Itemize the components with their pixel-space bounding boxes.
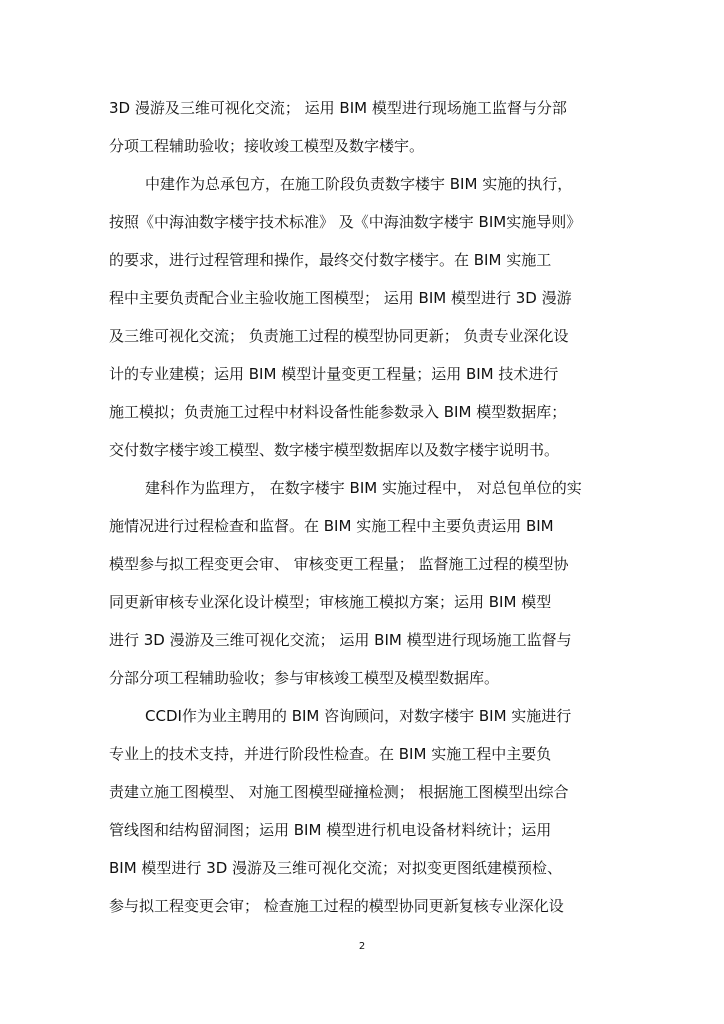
paragraph-start-line: CCDI作为业主聘用的 BIM 咨询顾问，对数字楼宇 BIM 实施进行 (145, 707, 572, 725)
text-line: 进行 3D 漫游及三维可视化交流； 运用 BIM 模型进行现场施工监督与 (109, 631, 572, 649)
text-line: 施情况进行过程检查和监督。在 BIM 实施工程中主要负责运用 BIM (109, 517, 554, 535)
paragraph-start-line: 中建作为总承包方，在施工阶段负责数字楼宇 BIM 实施的执行， (145, 175, 573, 193)
text-line: 模型参与拟工程变更会审、 审核变更工程量； 监督施工过程的模型协 (109, 555, 569, 573)
text-line: BIM 模型进行 3D 漫游及三维可视化交流；对拟变更图纸建模预检、 (109, 859, 563, 877)
text-line: 分项工程辅助验收；接收竣工模型及数字楼宇。 (109, 137, 425, 155)
text-line: 专业上的技术支持，并进行阶段性检查。在 BIM 实施工程中主要负 (109, 745, 552, 763)
text-line: 3D 漫游及三维可视化交流； 运用 BIM 模型进行现场施工监督与分部 (109, 99, 567, 117)
text-line: 的要求，进行过程管理和操作，最终交付数字楼宇。在 BIM 实施工 (109, 251, 552, 269)
text-line: 施工模拟；负责施工过程中材料设备性能参数录入 BIM 模型数据库； (109, 403, 567, 421)
text-line: 计的专业建模；运用 BIM 模型计量变更工程量；运用 BIM 技术进行 (109, 365, 559, 383)
text-line: 同更新审核专业深化设计模型；审核施工模拟方案；运用 BIM 模型 (109, 593, 552, 611)
text-line: 管线图和结构留洞图；运用 BIM 模型进行机电设备材料统计；运用 (109, 821, 552, 839)
text-line: 责建立施工图模型、 对施工图模型碰撞检测； 根据施工图模型出综合 (109, 783, 569, 801)
text-line: 参与拟工程变更会审； 检查施工过程的模型协同更新复核专业深化设 (109, 897, 564, 915)
text-line: 分部分项工程辅助验收；参与审核竣工模型及模型数据库。 (109, 669, 500, 687)
page-number: 2 (358, 941, 366, 952)
paragraph-start-line: 建科作为监理方， 在数字楼宇 BIM 实施过程中， 对总包单位的实 (145, 479, 582, 497)
text-line: 程中主要负责配合业主验收施工图模型； 运用 BIM 模型进行 3D 漫游 (109, 289, 572, 307)
text-line: 交付数字楼宇竣工模型、数字楼宇模型数据库以及数字楼宇说明书。 (109, 441, 560, 459)
text-line: 及三维可视化交流； 负责施工过程的模型协同更新； 负责专业深化设 (109, 327, 569, 345)
text-line: 按照《中海油数字楼宇技术标准》 及《中海油数字楼宇 BIM实施导则》 (109, 213, 582, 231)
